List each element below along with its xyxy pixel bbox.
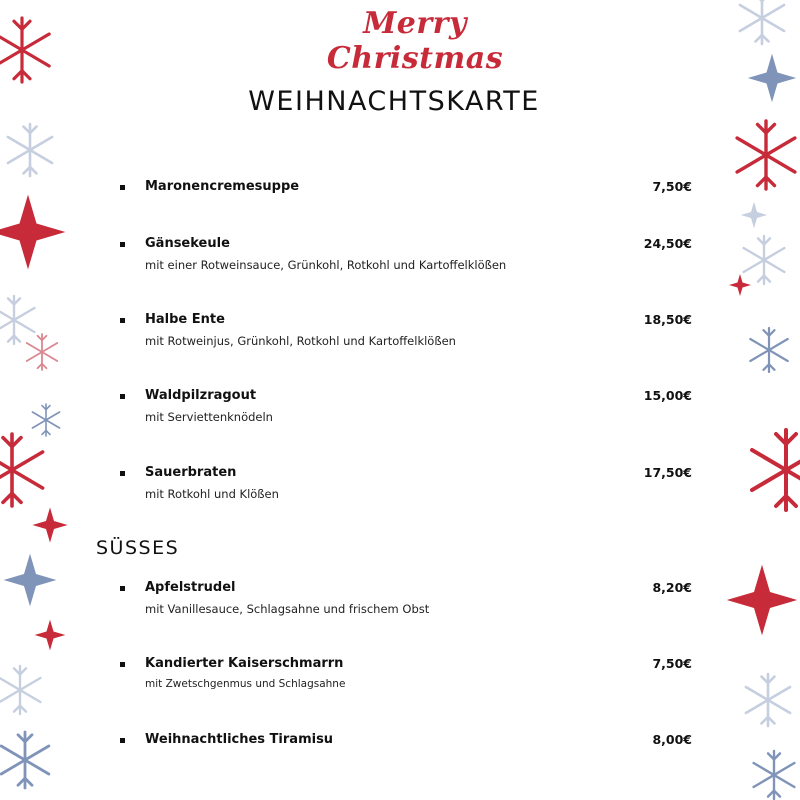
right-snowflake-border <box>724 0 800 800</box>
snowflake-icon <box>8 124 52 176</box>
snowflake-icon <box>740 0 784 44</box>
menu-item-description: mit einer Rotweinsauce, Grünkohl, Rotkohl und Kartoffelklößen <box>145 258 507 272</box>
menu-item-name: Kandierter Kaiserschmarrn <box>145 656 344 671</box>
snowflake-icon <box>746 674 790 726</box>
bullet-icon <box>120 738 125 743</box>
snowflake-icon <box>744 236 785 284</box>
menu-item-name: Maronencremesuppe <box>145 179 300 194</box>
snowflake-icon <box>752 430 800 510</box>
star-icon <box>729 274 751 296</box>
star-icon <box>0 195 65 270</box>
menu-item-price: 7,50€ <box>652 656 692 671</box>
merry-christmas-greeting: Merry Christmas <box>326 6 504 76</box>
bullet-icon <box>120 662 125 667</box>
snowflake-icon <box>750 328 787 372</box>
menu-item-price: 24,50€ <box>643 236 692 251</box>
menu-item-price: 15,00€ <box>643 388 692 403</box>
star-icon <box>35 620 66 651</box>
star-icon <box>4 554 57 607</box>
snowflake-icon <box>1 732 49 788</box>
menu-item-name: Weihnachtliches Tiramisu <box>145 732 334 747</box>
bullet-icon <box>120 586 125 591</box>
star-icon <box>741 202 767 228</box>
bullet-icon <box>120 242 125 247</box>
section-title-desserts: SÜSSES <box>96 537 180 559</box>
menu-item-name: Sauerbraten <box>145 465 237 480</box>
menu-item-name: Halbe Ente <box>145 312 225 327</box>
snowflake-icon <box>0 434 43 506</box>
menu-item-description: mit Vanillesauce, Schlagsahne und frischem Obst <box>145 602 430 616</box>
menu-item-price: 17,50€ <box>643 465 692 480</box>
snowflake-icon <box>754 751 795 799</box>
page-title: WEIHNACHTSKARTE <box>248 86 540 117</box>
menu-item-price: 7,50€ <box>652 179 692 194</box>
menu-item-description: mit Serviettenknödeln <box>145 410 273 424</box>
menu-item-price: 8,00€ <box>652 732 692 747</box>
star-icon <box>748 54 796 102</box>
menu-item-price: 18,50€ <box>643 312 692 327</box>
bullet-icon <box>120 394 125 399</box>
menu-item-price: 8,20€ <box>652 580 692 595</box>
snowflake-icon <box>0 18 49 82</box>
menu-item-description: mit Rotweinjus, Grünkohl, Rotkohl und Kartoffelklößen <box>145 334 456 348</box>
snowflake-icon <box>0 296 34 344</box>
menu-item-name: Gänsekeule <box>145 236 230 251</box>
bullet-icon <box>120 185 125 190</box>
snowflake-icon <box>27 334 58 370</box>
menu-item-name: Waldpilzragout <box>145 388 257 403</box>
bullet-icon <box>120 318 125 323</box>
snowflake-icon <box>0 666 40 714</box>
star-icon <box>32 507 67 542</box>
menu-item-description: mit Zwetschgenmus und Schlagsahne <box>145 678 346 690</box>
star-icon <box>727 565 797 635</box>
snowflake-icon <box>737 121 795 189</box>
bullet-icon <box>120 471 125 476</box>
menu-item-description: mit Rotkohl und Klößen <box>145 487 279 501</box>
left-snowflake-border <box>0 0 72 800</box>
menu-item-name: Apfelstrudel <box>145 580 236 595</box>
snowflake-icon <box>32 404 59 436</box>
